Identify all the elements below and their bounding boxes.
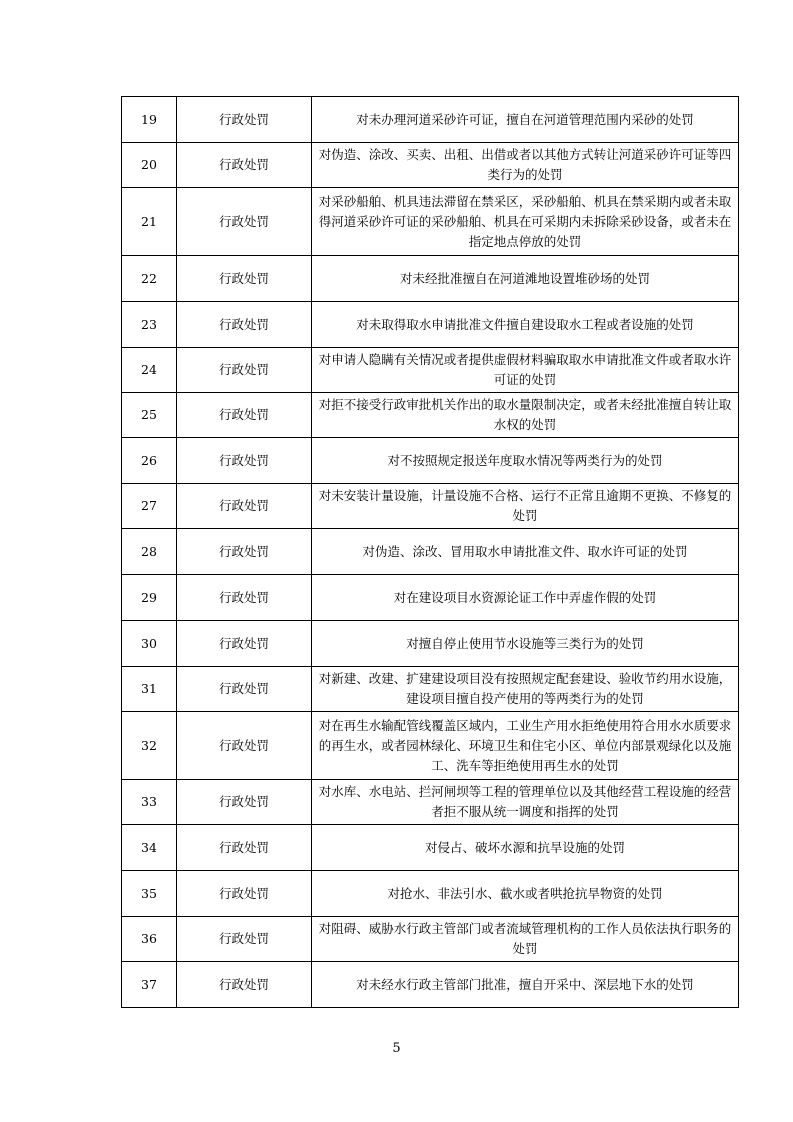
penalty-type-cell: 行政处罚 <box>177 143 312 188</box>
row-number-cell: 22 <box>122 256 177 302</box>
row-number-cell: 23 <box>122 302 177 348</box>
penalty-type-cell: 行政处罚 <box>177 302 312 348</box>
table-row <box>122 962 739 1008</box>
table-row <box>122 825 739 871</box>
table-row <box>122 188 739 256</box>
penalty-type-cell: 行政处罚 <box>177 712 312 780</box>
row-number-cell: 30 <box>122 621 177 667</box>
penalty-type-cell: 行政处罚 <box>177 962 312 1008</box>
table-row <box>122 871 739 917</box>
penalty-type-cell: 行政处罚 <box>177 188 312 256</box>
penalty-type-cell: 行政处罚 <box>177 97 312 143</box>
table-row <box>122 302 739 348</box>
row-number-cell: 25 <box>122 393 177 438</box>
table-row <box>122 780 739 825</box>
penalty-table <box>121 96 739 1008</box>
penalty-description-cell: 对水库、水电站、拦河闸坝等工程的管理单位以及其他经营工程设施的经营者拒不服从统一调度和指挥的处罚 <box>312 780 739 825</box>
penalty-description-cell: 对未经批准擅自在河道滩地设置堆砂场的处罚 <box>312 256 739 302</box>
table-row <box>122 575 739 621</box>
penalty-description-cell: 对抢水、非法引水、截水或者哄抢抗旱物资的处罚 <box>312 871 739 917</box>
row-number-cell: 35 <box>122 871 177 917</box>
penalty-type-cell: 行政处罚 <box>177 438 312 484</box>
penalty-type-cell: 行政处罚 <box>177 575 312 621</box>
penalty-description-cell: 对未安装计量设施，计量设施不合格、运行不正常且逾期不更换、不修复的处罚 <box>312 484 739 529</box>
penalty-type-cell: 行政处罚 <box>177 667 312 712</box>
penalty-description-cell: 对伪造、涂改、买卖、出租、出借或者以其他方式转让河道采砂许可证等四类行为的处罚 <box>312 143 739 188</box>
penalty-description-cell: 对在建设项目水资源论证工作中弄虚作假的处罚 <box>312 575 739 621</box>
penalty-description-cell: 对采砂船舶、机具违法滞留在禁采区，采砂船舶、机具在禁采期内或者未取得河道采砂许可证的采砂船舶、机具在可采期内未拆除采砂设备，或者未在指定地点停放的处罚 <box>312 188 739 256</box>
penalty-type-cell: 行政处罚 <box>177 529 312 575</box>
row-number-cell: 34 <box>122 825 177 871</box>
penalty-description-cell: 对未取得取水申请批准文件擅自建设取水工程或者设施的处罚 <box>312 302 739 348</box>
row-number-cell: 36 <box>122 917 177 962</box>
penalty-description-cell: 对侵占、破坏水源和抗旱设施的处罚 <box>312 825 739 871</box>
table-row <box>122 484 739 529</box>
penalty-description-cell: 对拒不接受行政审批机关作出的取水量限制决定，或者未经批准擅自转让取水权的处罚 <box>312 393 739 438</box>
row-number-cell: 19 <box>122 97 177 143</box>
row-number-cell: 24 <box>122 348 177 393</box>
table-row <box>122 348 739 393</box>
penalty-description-cell: 对新建、改建、扩建建设项目没有按照规定配套建设、验收节约用水设施，建设项目擅自投产使用的等两类行为的处罚 <box>312 667 739 712</box>
penalty-type-cell: 行政处罚 <box>177 871 312 917</box>
penalty-description-cell: 对不按照规定报送年度取水情况等两类行为的处罚 <box>312 438 739 484</box>
penalty-type-cell: 行政处罚 <box>177 348 312 393</box>
row-number-cell: 27 <box>122 484 177 529</box>
table-row <box>122 438 739 484</box>
table-row <box>122 712 739 780</box>
table-row <box>122 143 739 188</box>
penalty-type-cell: 行政处罚 <box>177 256 312 302</box>
penalty-table-body <box>122 97 739 1008</box>
penalty-description-cell: 对伪造、涂改、冒用取水申请批准文件、取水许可证的处罚 <box>312 529 739 575</box>
penalty-type-cell: 行政处罚 <box>177 621 312 667</box>
row-number-cell: 28 <box>122 529 177 575</box>
row-number-cell: 29 <box>122 575 177 621</box>
table-row <box>122 667 739 712</box>
row-number-cell: 31 <box>122 667 177 712</box>
page-number: 5 <box>392 1041 401 1056</box>
row-number-cell: 20 <box>122 143 177 188</box>
penalty-description-cell: 对未经水行政主管部门批准，擅自开采中、深层地下水的处罚 <box>312 962 739 1008</box>
penalty-type-cell: 行政处罚 <box>177 917 312 962</box>
penalty-description-cell: 对在再生水输配管线覆盖区域内，工业生产用水拒绝使用符合用水水质要求的再生水，或者园林绿化、环境卫生和住宅小区、单位内部景观绿化以及施工、洗车等拒绝使用再生水的处罚 <box>312 712 739 780</box>
penalty-description-cell: 对阻碍、威胁水行政主管部门或者流域管理机构的工作人员依法执行职务的处罚 <box>312 917 739 962</box>
row-number-cell: 37 <box>122 962 177 1008</box>
penalty-type-cell: 行政处罚 <box>177 780 312 825</box>
penalty-description-cell: 对擅自停止使用节水设施等三类行为的处罚 <box>312 621 739 667</box>
row-number-cell: 32 <box>122 712 177 780</box>
penalty-description-cell: 对申请人隐瞒有关情况或者提供虚假材料骗取取水申请批准文件或者取水许可证的处罚 <box>312 348 739 393</box>
penalty-description-cell: 对未办理河道采砂许可证，擅自在河道管理范围内采砂的处罚 <box>312 97 739 143</box>
penalty-type-cell: 行政处罚 <box>177 825 312 871</box>
table-row <box>122 529 739 575</box>
table-row <box>122 621 739 667</box>
penalty-type-cell: 行政处罚 <box>177 484 312 529</box>
table-row <box>122 393 739 438</box>
table-row <box>122 256 739 302</box>
table-row <box>122 97 739 143</box>
row-number-cell: 26 <box>122 438 177 484</box>
row-number-cell: 33 <box>122 780 177 825</box>
table-row <box>122 917 739 962</box>
penalty-type-cell: 行政处罚 <box>177 393 312 438</box>
row-number-cell: 21 <box>122 188 177 256</box>
